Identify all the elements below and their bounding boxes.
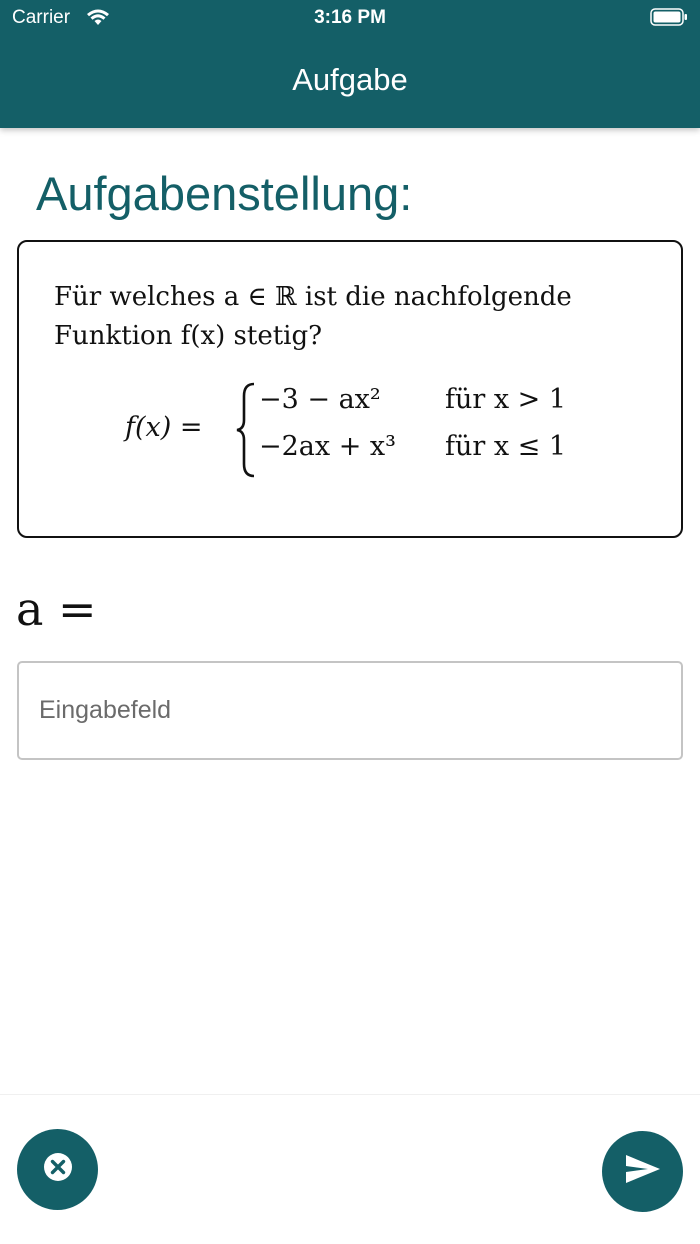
case-1-expression: −3 − ax² [259,384,381,415]
question-line-1: Für welches a ∈ ℝ ist die nachfolgende [54,282,572,312]
carrier-label: Carrier [12,7,71,28]
piecewise-formula [125,382,605,482]
status-time: 3:16 PM [314,7,386,28]
answer-variable-label: a = [16,582,97,636]
question-line-2: Funktion f(x) stetig? [54,321,323,351]
left-brace-icon [235,382,257,478]
answer-input[interactable] [17,661,683,760]
case-2-expression: −2ax + x³ [259,431,396,462]
close-circle-icon [42,1151,74,1188]
task-heading: Aufgabenstellung: [36,167,413,220]
task-question [54,278,644,356]
formula-lhs: f(x) = [125,412,203,443]
page-title: Aufgabe [292,62,408,97]
send-icon [624,1153,662,1190]
case-1-condition: für x > 1 [445,384,567,415]
cancel-button[interactable] [17,1129,98,1210]
task-card [17,240,683,538]
send-button[interactable] [602,1131,683,1212]
case-2-condition: für x ≤ 1 [445,431,567,462]
battery-icon [650,8,688,26]
bottom-action-bar [0,1094,700,1244]
app-bar [0,0,700,128]
status-bar [0,6,700,32]
